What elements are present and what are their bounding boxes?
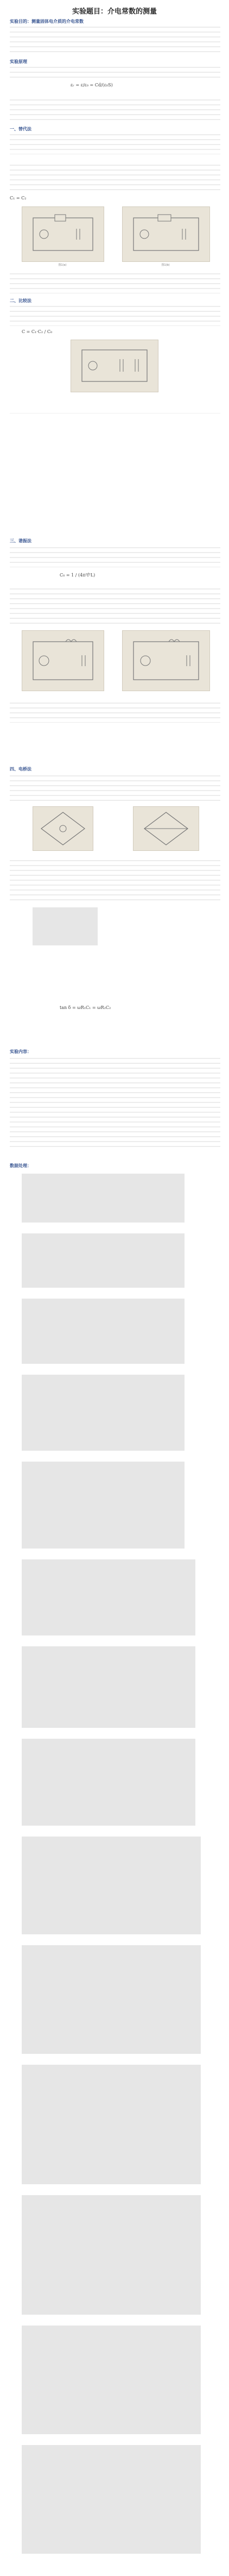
section-method-3: 三、谐振法 <box>10 538 31 543</box>
purpose-text <box>10 25 220 55</box>
data-block-10 <box>22 1945 201 2054</box>
formula-resonance: C₀ = 1 / (4π²f²L) <box>60 573 96 578</box>
method1-text-3 <box>10 272 220 293</box>
data-block-6 <box>22 1559 195 1635</box>
bridge-equations <box>33 907 98 945</box>
formula-compare: C = C₁·C₂ / C₀ <box>22 329 53 334</box>
data-block-7 <box>22 1646 195 1728</box>
data-block-12 <box>22 2195 201 2315</box>
bridge-photo-2 <box>133 806 199 851</box>
data-block-8 <box>22 1739 195 1826</box>
circuit-photo-3a <box>22 630 104 691</box>
section-method-4: 四、电桥法 <box>10 767 31 772</box>
circuit-photo-1b <box>122 206 210 262</box>
principle-text <box>10 65 220 79</box>
data-block-3 <box>22 1299 185 1364</box>
data-block-13 <box>22 2326 201 2434</box>
method3-text-2 <box>10 587 220 625</box>
page-title: 实验题目：介电常数的测量 <box>72 8 157 16</box>
circuit-photo-3b <box>122 630 210 691</box>
data-block-4 <box>22 1375 185 1451</box>
data-block-1 <box>22 1174 185 1223</box>
formula-permittivity: εᵣ = ε/ε₀ = Cd/(ε₀S) <box>71 83 113 87</box>
principle-text-2 <box>10 98 220 122</box>
method2-text <box>10 304 220 326</box>
section-content: 实验内容： <box>10 1049 31 1054</box>
method4-text-2 <box>10 858 220 902</box>
formula-loss: tan δ = ωR₁C₁ = ωR₂C₂ <box>60 1005 111 1010</box>
section-principle: 实验原理 <box>10 59 27 64</box>
section-data: 数据处理： <box>10 1163 31 1168</box>
formula-equal: C₁ = C₂ <box>10 196 27 200</box>
section-method-1: 一、替代法 <box>10 127 31 131</box>
section-method-2: 二、比较法 <box>10 298 31 303</box>
method3-text <box>10 546 220 567</box>
data-block-2 <box>22 1233 185 1288</box>
data-block-9 <box>22 1837 201 1934</box>
data-block-5 <box>22 1462 185 1549</box>
data-block-11 <box>22 2065 201 2184</box>
method3-text-3 <box>10 701 220 723</box>
section-purpose: 实验目的：测量固体电介质的介电常数 <box>10 19 84 24</box>
caption-1b: 图1(b) <box>161 264 170 267</box>
method1-text-2 <box>10 163 220 193</box>
caption-1a: 图1(a) <box>58 264 67 267</box>
content-text <box>10 1056 220 1149</box>
method4-text <box>10 774 220 801</box>
bridge-photo-1 <box>33 806 93 851</box>
circuit-photo-2 <box>71 340 158 392</box>
data-block-14 <box>22 2445 201 2554</box>
circuit-photo-1a <box>22 206 104 262</box>
method1-text <box>10 133 220 154</box>
